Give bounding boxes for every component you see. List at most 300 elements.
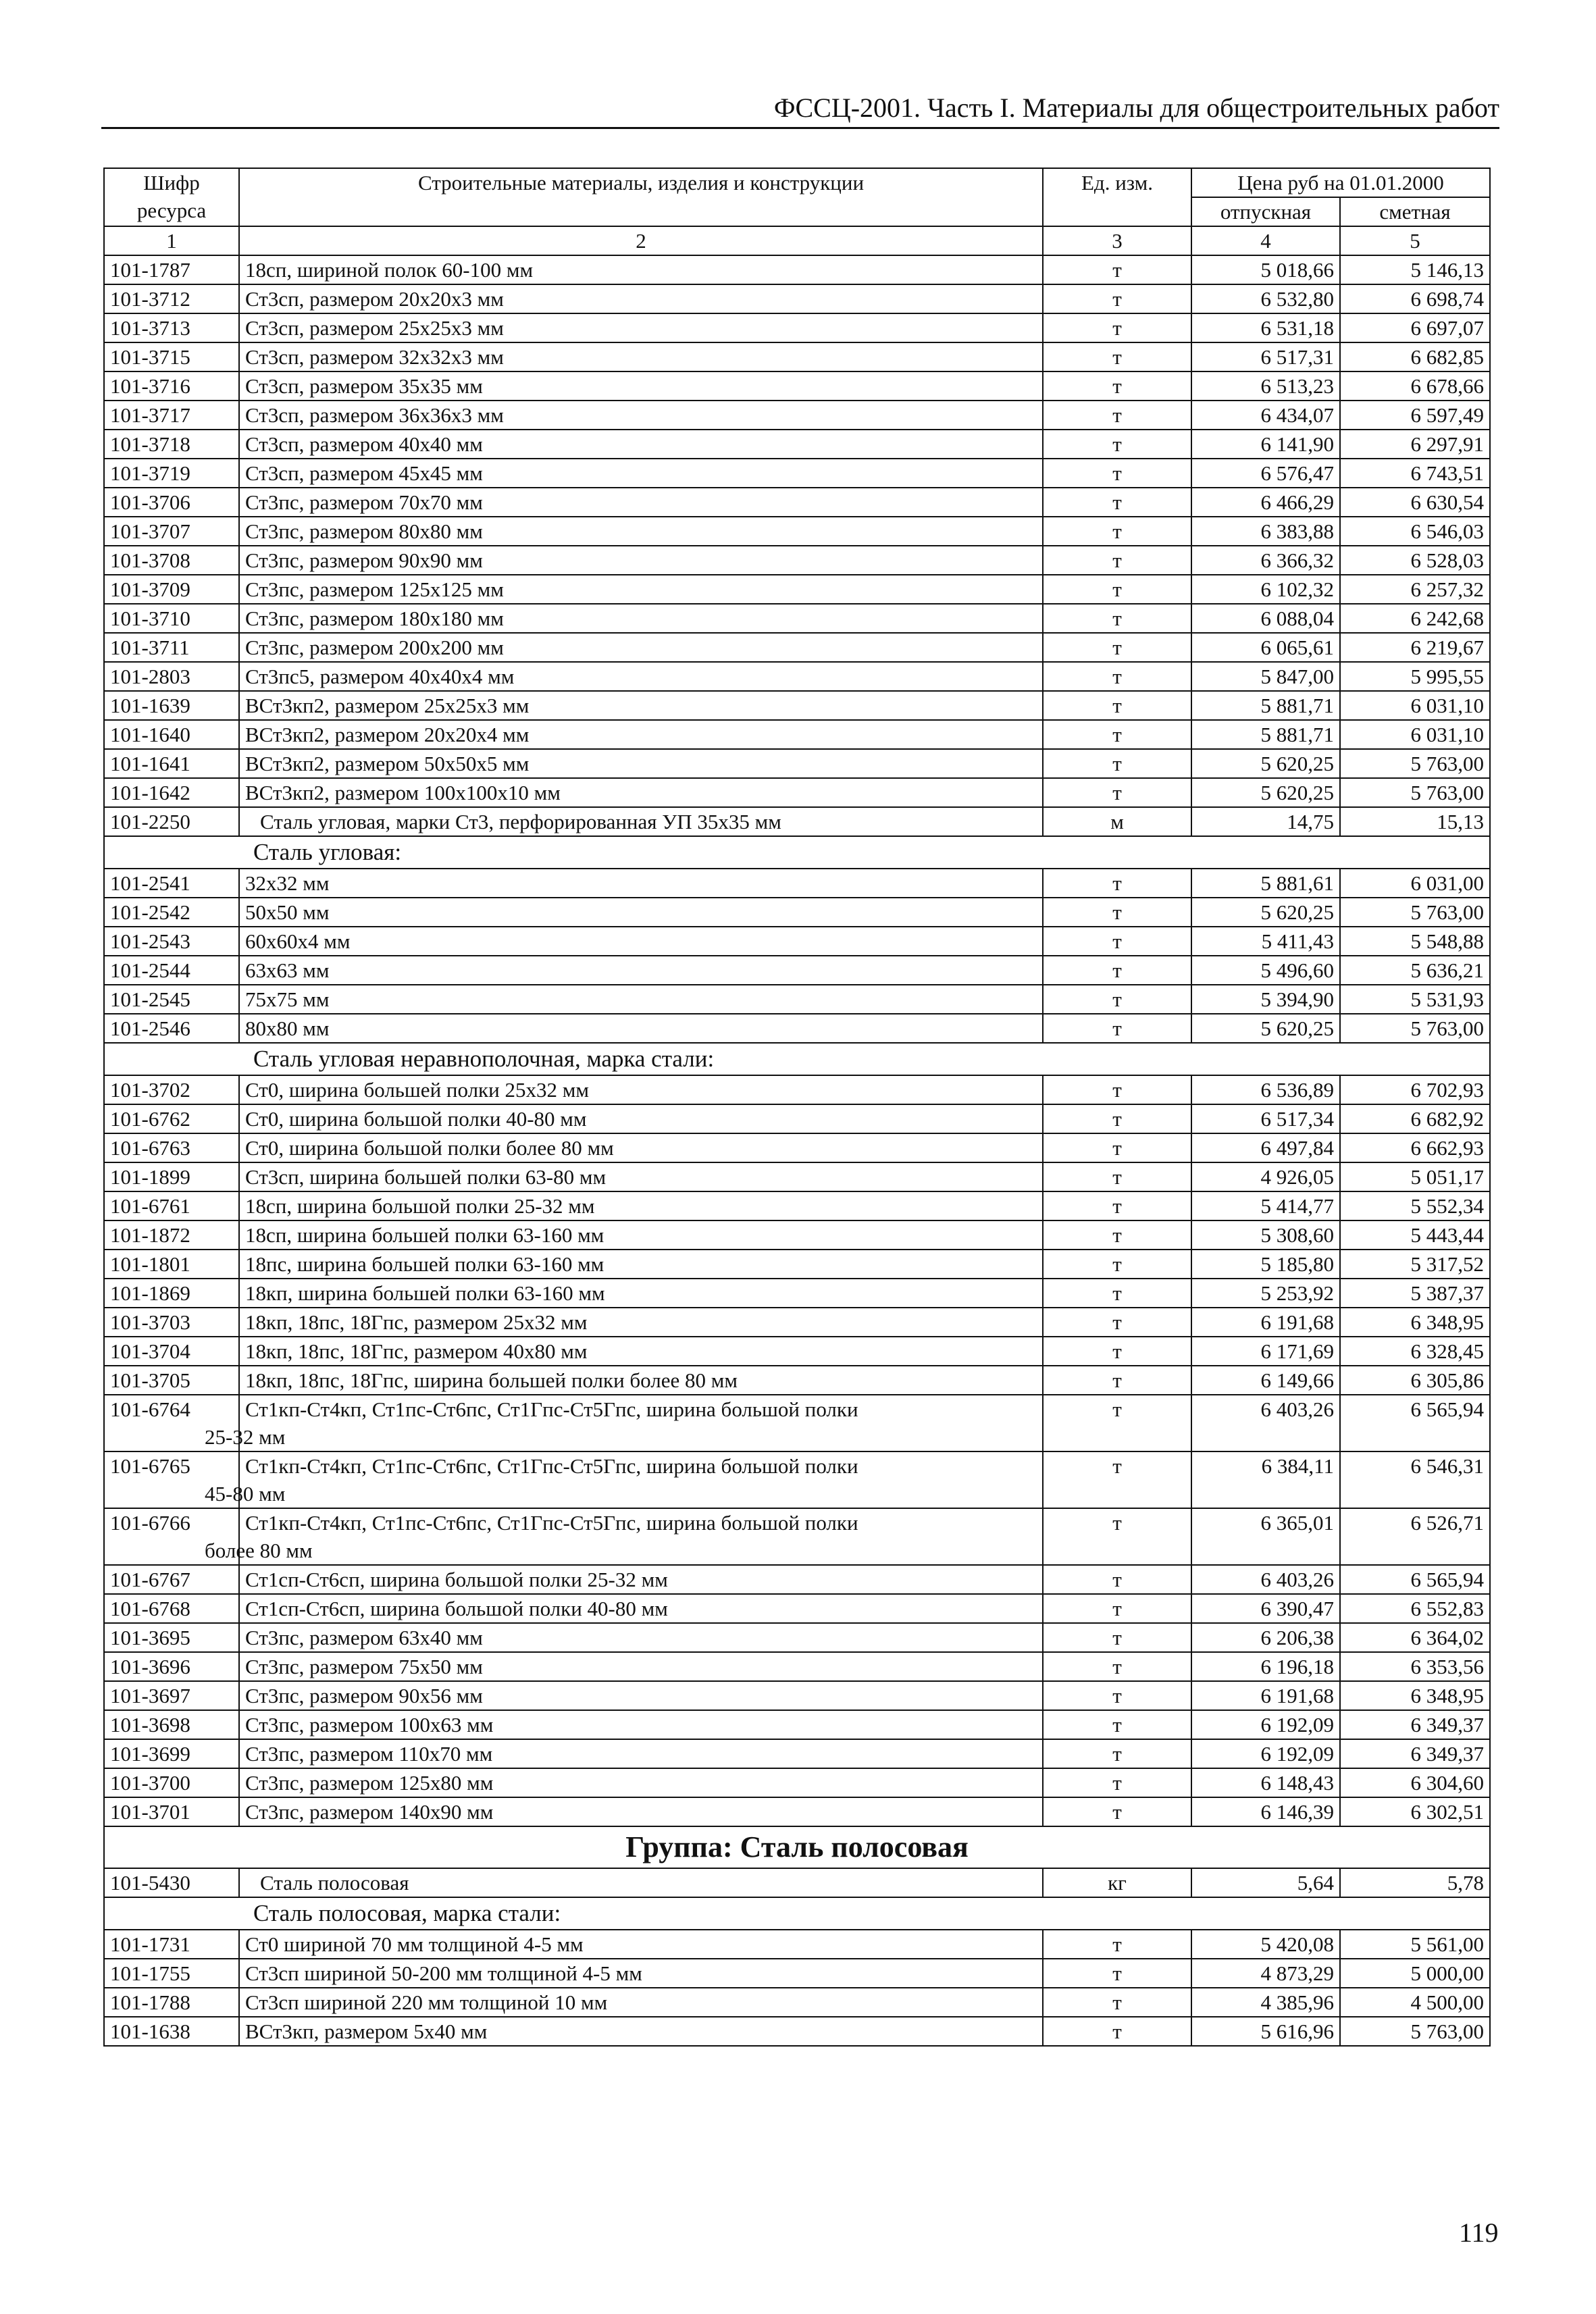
material-name-text: Ст1сп-Ст6сп, ширина большой полки 25-32 мм — [245, 1568, 668, 1591]
estimate-price: 5 531,93 — [1340, 985, 1490, 1014]
resource-code: 101-6767 — [104, 1565, 239, 1594]
unit-of-measure: т — [1043, 1959, 1191, 1988]
material-name-text: 18сп, шириной полок 60-100 мм — [245, 258, 534, 282]
unit-of-measure: т — [1043, 517, 1191, 546]
unit-of-measure: т — [1043, 1104, 1191, 1133]
material-name-text: Ст3пс, размером 200х200 мм — [245, 636, 504, 659]
estimate-price: 6 682,92 — [1340, 1104, 1490, 1133]
table-row — [104, 1075, 1490, 1104]
estimate-price: 5 552,34 — [1340, 1191, 1490, 1220]
table-row — [104, 807, 1490, 836]
section-header — [104, 836, 1490, 869]
release-price: 5 620,25 — [1191, 778, 1340, 807]
table-row — [104, 1623, 1490, 1652]
material-name-continuation: 25-32 мм — [205, 1425, 286, 1449]
resource-code: 101-3697 — [104, 1681, 239, 1710]
material-name-text: Ст3пс, размером 80х80 мм — [245, 519, 483, 543]
material-name-text: 80х80 мм — [245, 1017, 330, 1040]
material-name-text: Ст3пс, размером 140х90 мм — [245, 1800, 494, 1824]
estimate-price: 5 051,17 — [1340, 1162, 1490, 1191]
material-name-text: Ст3сп шириной 50-200 мм толщиной 4-5 мм — [245, 1961, 642, 1985]
unit-of-measure: т — [1043, 956, 1191, 985]
estimate-price: 6 546,03 — [1340, 517, 1490, 546]
resource-code: 101-3698 — [104, 1710, 239, 1739]
release-price: 5 881,61 — [1191, 869, 1340, 898]
table-row — [104, 517, 1490, 546]
unit-of-measure: т — [1043, 1395, 1191, 1451]
material-name-text: Ст3пс, размером 180х180 мм — [245, 607, 504, 630]
release-price: 6 403,26 — [1191, 1395, 1340, 1451]
resource-code: 101-1731 — [104, 1930, 239, 1959]
unit-of-measure: т — [1043, 1279, 1191, 1308]
release-price: 6 384,11 — [1191, 1451, 1340, 1508]
unit-of-measure: т — [1043, 1565, 1191, 1594]
table-row — [104, 1868, 1490, 1897]
estimate-price: 6 328,45 — [1340, 1337, 1490, 1366]
material-name — [239, 1162, 1043, 1191]
material-name-text: Ст3пс, размером 100х63 мм — [245, 1713, 494, 1737]
material-name — [239, 778, 1043, 807]
resource-code: 101-6765 — [104, 1451, 239, 1508]
resource-code: 101-3711 — [104, 633, 239, 662]
estimate-price: 6 528,03 — [1340, 546, 1490, 575]
table-row — [104, 662, 1490, 691]
estimate-price: 5 763,00 — [1340, 898, 1490, 927]
material-name-text: Ст0 шириной 70 мм толщиной 4-5 мм — [245, 1932, 584, 1956]
unit-of-measure: т — [1043, 1739, 1191, 1768]
table-row — [104, 430, 1490, 459]
table-row — [104, 546, 1490, 575]
resource-code: 101-3699 — [104, 1739, 239, 1768]
resource-code: 101-1872 — [104, 1220, 239, 1250]
material-name-text: 18сп, ширина большой полки 25-32 мм — [245, 1194, 595, 1218]
material-name — [239, 2017, 1043, 2046]
unit-of-measure: т — [1043, 430, 1191, 459]
release-price: 5 620,25 — [1191, 749, 1340, 778]
estimate-price: 6 031,00 — [1340, 869, 1490, 898]
table-row — [104, 1594, 1490, 1623]
table-row — [104, 1451, 1490, 1508]
release-price: 6 576,47 — [1191, 459, 1340, 488]
unit-of-measure: т — [1043, 1308, 1191, 1337]
material-name — [239, 1279, 1043, 1308]
unit-of-measure: т — [1043, 1250, 1191, 1279]
material-name — [239, 575, 1043, 604]
table-row — [104, 1308, 1490, 1337]
release-price: 6 191,68 — [1191, 1681, 1340, 1710]
table-row — [104, 1768, 1490, 1797]
resource-code: 101-1899 — [104, 1162, 239, 1191]
material-name — [239, 1868, 1043, 1897]
table-row — [104, 1681, 1490, 1710]
table-row — [104, 401, 1490, 430]
estimate-price: 6 349,37 — [1340, 1710, 1490, 1739]
material-name — [239, 1930, 1043, 1959]
release-price: 6 146,39 — [1191, 1797, 1340, 1826]
resource-code: 101-1638 — [104, 2017, 239, 2046]
release-price: 6 148,43 — [1191, 1768, 1340, 1797]
table-row — [104, 1337, 1490, 1366]
material-name-text: Ст0, ширина большой полки более 80 мм — [245, 1136, 614, 1160]
estimate-price: 5 995,55 — [1340, 662, 1490, 691]
release-price: 4 926,05 — [1191, 1162, 1340, 1191]
material-name — [239, 1014, 1043, 1043]
table-row — [104, 1395, 1490, 1451]
material-name — [239, 401, 1043, 430]
material-name — [239, 1220, 1043, 1250]
unit-of-measure: т — [1043, 604, 1191, 633]
estimate-price: 6 348,95 — [1340, 1308, 1490, 1337]
estimate-price: 6 031,10 — [1340, 691, 1490, 720]
resource-code: 101-6761 — [104, 1191, 239, 1220]
table-body — [104, 255, 1490, 2046]
table-row — [104, 1366, 1490, 1395]
resource-code: 101-3715 — [104, 342, 239, 371]
unit-of-measure: т — [1043, 1652, 1191, 1681]
estimate-price: 6 031,10 — [1340, 720, 1490, 749]
table-row — [104, 1279, 1490, 1308]
table-row — [104, 313, 1490, 342]
unit-of-measure: т — [1043, 1337, 1191, 1366]
resource-code: 101-3718 — [104, 430, 239, 459]
column-number: 4 — [1191, 226, 1340, 255]
release-price: 6 366,32 — [1191, 546, 1340, 575]
material-name — [239, 662, 1043, 691]
table-row — [104, 284, 1490, 313]
resource-code: 101-6764 — [104, 1395, 239, 1451]
table-row — [104, 1959, 1490, 1988]
release-price: 4 385,96 — [1191, 1988, 1340, 2017]
release-price: 4 873,29 — [1191, 1959, 1340, 1988]
column-number: 1 — [104, 226, 239, 255]
material-name — [239, 1959, 1043, 1988]
unit-of-measure: т — [1043, 749, 1191, 778]
resource-code: 101-3709 — [104, 575, 239, 604]
unit-of-measure: т — [1043, 313, 1191, 342]
material-name-text: 60х60х4 мм — [245, 929, 351, 953]
estimate-price: 6 743,51 — [1340, 459, 1490, 488]
estimate-price: 6 662,93 — [1340, 1133, 1490, 1162]
section-header-title: Сталь угловая неравнополочная, марка стали: — [104, 1043, 1490, 1075]
unit-of-measure: т — [1043, 1508, 1191, 1565]
resource-code: 101-2541 — [104, 869, 239, 898]
unit-of-measure: т — [1043, 633, 1191, 662]
release-price: 6 466,29 — [1191, 488, 1340, 517]
column-number: 5 — [1340, 226, 1490, 255]
material-name-text: Ст3пс, размером 125х80 мм — [245, 1771, 494, 1795]
resource-code: 101-6763 — [104, 1133, 239, 1162]
resource-code: 101-6768 — [104, 1594, 239, 1623]
unit-of-measure: т — [1043, 1451, 1191, 1508]
release-price: 5 411,43 — [1191, 927, 1340, 956]
unit-of-measure: т — [1043, 720, 1191, 749]
table-row — [104, 691, 1490, 720]
resource-code: 101-3710 — [104, 604, 239, 633]
release-price: 5 394,90 — [1191, 985, 1340, 1014]
estimate-price: 5 763,00 — [1340, 749, 1490, 778]
material-name-text: 18кп, ширина большей полки 63-160 мм — [245, 1281, 605, 1305]
material-name-text: Ст3сп, размером 25х25х3 мм — [245, 316, 504, 340]
resource-code: 101-1788 — [104, 1988, 239, 2017]
table-row — [104, 1133, 1490, 1162]
material-name — [239, 1768, 1043, 1797]
unit-of-measure: т — [1043, 1191, 1191, 1220]
table-row — [104, 1508, 1490, 1565]
table-row — [104, 1014, 1490, 1043]
estimate-price: 6 349,37 — [1340, 1739, 1490, 1768]
unit-of-measure: т — [1043, 371, 1191, 401]
material-name — [239, 1337, 1043, 1366]
unit-of-measure: т — [1043, 1162, 1191, 1191]
release-price: 5 308,60 — [1191, 1220, 1340, 1250]
release-price: 5 847,00 — [1191, 662, 1340, 691]
estimate-price: 5 561,00 — [1340, 1930, 1490, 1959]
group-header — [104, 1826, 1490, 1868]
table-row — [104, 1162, 1490, 1191]
section-header-title: Сталь угловая: — [104, 836, 1490, 869]
material-name-text: 18кп, 18пс, 18Гпс, размером 40х80 мм — [245, 1339, 588, 1363]
release-price: 6 088,04 — [1191, 604, 1340, 633]
unit-of-measure: т — [1043, 1930, 1191, 1959]
unit-of-measure: т — [1043, 1133, 1191, 1162]
resource-code: 101-2545 — [104, 985, 239, 1014]
estimate-price: 6 702,93 — [1340, 1075, 1490, 1104]
unit-of-measure: т — [1043, 1014, 1191, 1043]
material-name-text: Ст3пс, размером 63х40 мм — [245, 1626, 483, 1649]
material-name — [239, 342, 1043, 371]
page-title: ФССЦ-2001. Часть I. Материалы для общестроительных работ — [773, 93, 1499, 123]
header-name: Строительные материалы, изделия и конструкции — [239, 168, 1043, 226]
release-price: 5 620,25 — [1191, 898, 1340, 927]
material-name — [239, 869, 1043, 898]
material-name — [239, 749, 1043, 778]
resource-code: 101-3713 — [104, 313, 239, 342]
estimate-price: 4 500,00 — [1340, 1988, 1490, 2017]
material-name-text: Ст3пс, размером 125х125 мм — [245, 577, 504, 601]
estimate-price: 5 000,00 — [1340, 1959, 1490, 1988]
release-price: 5 881,71 — [1191, 720, 1340, 749]
release-price: 6 206,38 — [1191, 1623, 1340, 1652]
material-name-text: Сталь полосовая — [260, 1871, 409, 1895]
material-name-text: Ст3сп, размером 32х32х3 мм — [245, 345, 504, 369]
release-price: 6 065,61 — [1191, 633, 1340, 662]
material-name-continuation: более 80 мм — [205, 1539, 313, 1562]
material-name-text: ВСт3кп2, размером 20х20х4 мм — [245, 723, 530, 746]
table-row — [104, 1220, 1490, 1250]
unit-of-measure: кг — [1043, 1868, 1191, 1897]
material-name-text: Ст3сп, размером 20х20х3 мм — [245, 287, 504, 311]
release-price: 6 102,32 — [1191, 575, 1340, 604]
estimate-price: 5 146,13 — [1340, 255, 1490, 284]
material-name — [239, 1191, 1043, 1220]
unit-of-measure: т — [1043, 1797, 1191, 1826]
material-name — [239, 1075, 1043, 1104]
material-name-text: Ст3пс, размером 90х90 мм — [245, 548, 483, 572]
material-name-text: Ст3сп, размером 45х45 мм — [245, 461, 483, 485]
resource-code: 101-2543 — [104, 927, 239, 956]
table-row — [104, 749, 1490, 778]
material-name-text: 75х75 мм — [245, 987, 330, 1011]
page-header — [101, 93, 1499, 129]
resource-code: 101-3706 — [104, 488, 239, 517]
estimate-price: 5 763,00 — [1340, 1014, 1490, 1043]
material-name-text: Ст1кп-Ст4кп, Ст1пс-Ст6пс, Ст1Гпс-Ст5Гпс, ширина большой полки — [245, 1397, 858, 1421]
release-price: 6 517,34 — [1191, 1104, 1340, 1133]
estimate-price: 6 526,71 — [1340, 1508, 1490, 1565]
material-name — [239, 898, 1043, 927]
material-name — [205, 1451, 1043, 1508]
material-name — [239, 1250, 1043, 1279]
material-name — [239, 720, 1043, 749]
unit-of-measure: т — [1043, 1710, 1191, 1739]
header-estimate-price: сметная — [1340, 197, 1490, 226]
release-price: 6 191,68 — [1191, 1308, 1340, 1337]
material-name-text: Ст3пс, размером 70х70 мм — [245, 490, 483, 514]
resource-code: 101-3700 — [104, 1768, 239, 1797]
estimate-price: 5 548,88 — [1340, 927, 1490, 956]
material-name-text: 18сп, ширина большей полки 63-160 мм — [245, 1223, 604, 1247]
material-name-text: 18кп, 18пс, 18Гпс, ширина большей полки более 80 мм — [245, 1368, 738, 1392]
table-row — [104, 1739, 1490, 1768]
table-row — [104, 488, 1490, 517]
release-price: 6 365,01 — [1191, 1508, 1340, 1565]
material-name — [239, 1308, 1043, 1337]
estimate-price: 5,78 — [1340, 1868, 1490, 1897]
estimate-price: 6 242,68 — [1340, 604, 1490, 633]
release-price: 5 881,71 — [1191, 691, 1340, 720]
material-name — [239, 1623, 1043, 1652]
resource-code: 101-3702 — [104, 1075, 239, 1104]
resource-code: 101-2544 — [104, 956, 239, 985]
release-price: 6 532,80 — [1191, 284, 1340, 313]
table-row — [104, 604, 1490, 633]
material-name-text: Ст3сп, размером 35х35 мм — [245, 374, 483, 398]
resource-code: 101-3717 — [104, 401, 239, 430]
unit-of-measure: т — [1043, 1768, 1191, 1797]
estimate-price: 6 552,83 — [1340, 1594, 1490, 1623]
material-name — [239, 371, 1043, 401]
estimate-price: 6 364,02 — [1340, 1623, 1490, 1652]
resource-code: 101-3695 — [104, 1623, 239, 1652]
resource-code: 101-3716 — [104, 371, 239, 401]
material-name — [205, 1395, 1043, 1451]
release-price: 6 149,66 — [1191, 1366, 1340, 1395]
estimate-price: 6 682,85 — [1340, 342, 1490, 371]
estimate-price: 6 546,31 — [1340, 1451, 1490, 1508]
estimate-price: 6 304,60 — [1340, 1768, 1490, 1797]
estimate-price: 6 678,66 — [1340, 371, 1490, 401]
resource-code: 101-2803 — [104, 662, 239, 691]
material-name — [205, 1508, 1043, 1565]
table-row — [104, 898, 1490, 927]
material-name-text: ВСт3кп2, размером 50х50х5 мм — [245, 752, 530, 775]
resource-code: 101-2250 — [104, 807, 239, 836]
resource-code: 101-3705 — [104, 1366, 239, 1395]
release-price: 5 420,08 — [1191, 1930, 1340, 1959]
estimate-price: 6 597,49 — [1340, 401, 1490, 430]
unit-of-measure: т — [1043, 985, 1191, 1014]
material-name-text: Ст3пс5, размером 40х40х4 мм — [245, 665, 515, 688]
material-name — [239, 1104, 1043, 1133]
estimate-price: 6 565,94 — [1340, 1395, 1490, 1451]
release-price: 5 253,92 — [1191, 1279, 1340, 1308]
section-header — [104, 1897, 1490, 1930]
material-name-text: Ст3сп, ширина большей полки 63-80 мм — [245, 1165, 607, 1189]
material-name — [239, 927, 1043, 956]
material-name — [239, 1133, 1043, 1162]
estimate-price: 5 763,00 — [1340, 778, 1490, 807]
release-price: 6 196,18 — [1191, 1652, 1340, 1681]
release-price: 6 536,89 — [1191, 1075, 1340, 1104]
table-row — [104, 1652, 1490, 1681]
material-name-text: 50х50 мм — [245, 900, 330, 924]
resource-code: 101-3708 — [104, 546, 239, 575]
unit-of-measure: т — [1043, 2017, 1191, 2046]
unit-of-measure: т — [1043, 546, 1191, 575]
estimate-price: 6 698,74 — [1340, 284, 1490, 313]
resource-code: 101-3696 — [104, 1652, 239, 1681]
table-row — [104, 927, 1490, 956]
estimate-price: 15,13 — [1340, 807, 1490, 836]
unit-of-measure: т — [1043, 255, 1191, 284]
estimate-price: 6 257,32 — [1340, 575, 1490, 604]
release-price: 5 018,66 — [1191, 255, 1340, 284]
material-name-text: 18пс, ширина большей полки 63-160 мм — [245, 1252, 604, 1276]
material-name-text: Ст0, ширина большой полки 40-80 мм — [245, 1107, 587, 1131]
resource-code: 101-1801 — [104, 1250, 239, 1279]
resource-code: 101-1641 — [104, 749, 239, 778]
material-name-text: ВСт3кп2, размером 25х25х3 мм — [245, 694, 530, 717]
table-row — [104, 459, 1490, 488]
resource-code: 101-1639 — [104, 691, 239, 720]
estimate-price: 6 297,91 — [1340, 430, 1490, 459]
unit-of-measure: т — [1043, 662, 1191, 691]
release-price: 6 403,26 — [1191, 1565, 1340, 1594]
table-header-row — [104, 168, 1490, 197]
release-price: 5,64 — [1191, 1868, 1340, 1897]
resource-code: 101-1787 — [104, 255, 239, 284]
estimate-price: 6 697,07 — [1340, 313, 1490, 342]
release-price: 6 171,69 — [1191, 1337, 1340, 1366]
table-row — [104, 2017, 1490, 2046]
unit-of-measure: т — [1043, 898, 1191, 927]
unit-of-measure: т — [1043, 488, 1191, 517]
resource-code: 101-1869 — [104, 1279, 239, 1308]
material-name — [239, 1797, 1043, 1826]
material-name — [239, 430, 1043, 459]
table-row — [104, 1104, 1490, 1133]
table-row — [104, 1710, 1490, 1739]
release-price: 5 414,77 — [1191, 1191, 1340, 1220]
release-price: 6 141,90 — [1191, 430, 1340, 459]
unit-of-measure: т — [1043, 1220, 1191, 1250]
estimate-price: 5 636,21 — [1340, 956, 1490, 985]
unit-of-measure: т — [1043, 691, 1191, 720]
resource-code: 101-5430 — [104, 1868, 239, 1897]
resource-code: 101-3701 — [104, 1797, 239, 1826]
resource-code: 101-3703 — [104, 1308, 239, 1337]
material-name — [239, 604, 1043, 633]
unit-of-measure: м — [1043, 807, 1191, 836]
header-price: Цена руб на 01.01.2000 — [1191, 168, 1490, 197]
material-name-text: Ст3сп шириной 220 мм толщиной 10 мм — [245, 1990, 608, 2014]
resource-code: 101-2546 — [104, 1014, 239, 1043]
estimate-price: 6 219,67 — [1340, 633, 1490, 662]
material-name — [239, 488, 1043, 517]
estimate-price: 6 302,51 — [1340, 1797, 1490, 1826]
material-name — [239, 255, 1043, 284]
resource-code: 101-1640 — [104, 720, 239, 749]
